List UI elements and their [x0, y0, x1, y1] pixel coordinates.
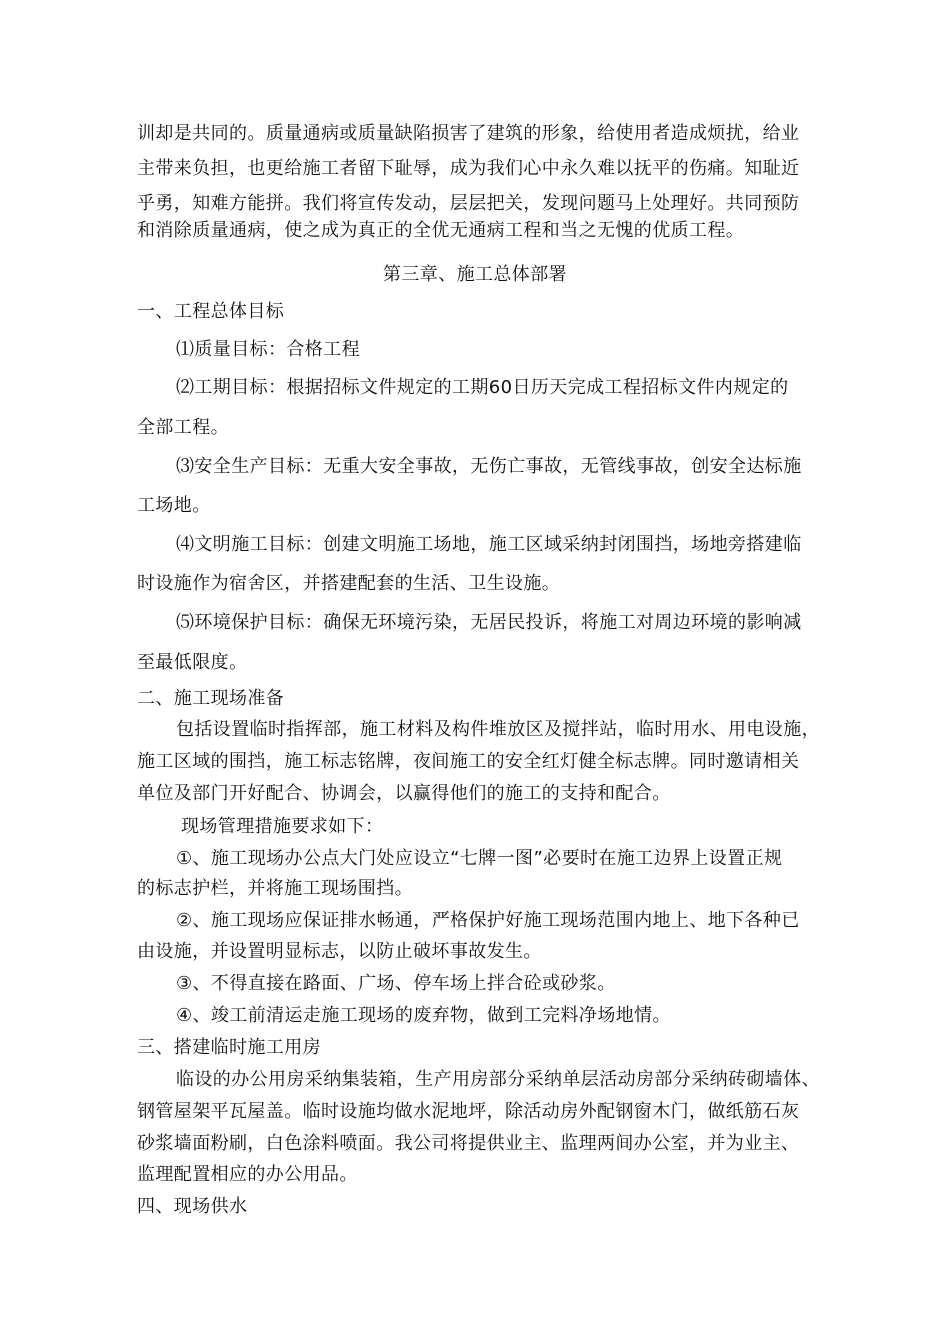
text-line: 主带来负担，也更给施工者留下耻辱，成为我们心中永久难以抚平的伤痛。知耻近 [137, 158, 800, 179]
goal-line: ⑷文明施工目标：创建文明施工场地，施工区域采纳封闭围挡，场地旁搭建临 [176, 534, 802, 555]
requirements-intro: 现场管理措施要求如下： [181, 816, 384, 837]
goal-line: 全部工程。 [137, 417, 229, 438]
goal-line: 至最低限度。 [137, 652, 248, 673]
text-line: 单位及部门开好配合、协调会，以赢得他们的施工的支持和配合。 [137, 783, 671, 804]
text-line: 监理配置相应的办公用品。 [137, 1164, 358, 1185]
list-item: ④、竣工前清运走施工现场的废弃物，做到工完料净场地情。 [176, 1005, 671, 1026]
text-line: 包括设置临时指挥部，施工材料及构件堆放区及搅拌站，临时用水、用电设施， [176, 719, 820, 740]
text-line: 施工区域的围挡，施工标志铭牌，夜间施工的安全红灯健全标志牌。同时邀请相关 [137, 751, 800, 772]
section-heading: 二、施工现场准备 [137, 688, 285, 709]
list-item: ①、施工现场办公点大门处应设立“七牌一图”必要时在施工边界上设置正规 [176, 848, 783, 869]
text-line: 钢管屋架平瓦屋盖。临时设施均做水泥地坪，除活动房外配钢窗木门，做纸筋石灰 [137, 1101, 800, 1122]
goal-line: 时设施作为宿舍区，并搭建配套的生活、卫生设施。 [137, 573, 561, 594]
list-item: 由设施，并设置明显标志，以防止破坏事故发生。 [137, 941, 542, 962]
text-line: 乎勇，知难方能拼。我们将宣传发动，层层把关，发现问题马上处理好。共同预防 [137, 193, 800, 214]
text-line: 临设的办公用房采纳集装箱，生产用房部分采纳单层活动房部分采纳砖砌墙体、 [176, 1069, 820, 1090]
text-line: 和消除质量通病，使之成为真正的全优无通病工程和当之无愧的优质工程。 [137, 220, 745, 241]
text-line: 训却是共同的。质量通病或质量缺陷损害了建筑的形象，给使用者造成烦扰，给业 [137, 123, 800, 144]
goal-line: 工场地。 [137, 495, 211, 516]
section-heading: 一、工程总体目标 [137, 301, 285, 322]
text-line: 砂浆墙面粉刷，白色涂料喷面。我公司将提供业主、监理两间办公室，并为业主、 [137, 1133, 800, 1154]
list-item: ③、不得直接在路面、广场、停车场上拌合砼或砂浆。 [176, 973, 616, 994]
section-heading: 四、现场供水 [137, 1196, 248, 1217]
section-heading: 三、搭建临时施工用房 [137, 1037, 321, 1058]
goal-line: ⑶安全生产目标：无重大安全事故，无伤亡事故，无管线事故，创安全达标施 [176, 456, 802, 477]
goal-line: ⑴质量目标：合格工程 [176, 339, 360, 360]
goal-line: ⑵工期目标：根据招标文件规定的工期60日历天完成工程招标文件内规定的 [176, 377, 789, 398]
list-item: 的标志护栏，并将施工现场围挡。 [137, 878, 413, 899]
list-item: ②、施工现场应保证排水畅通，严格保护好施工现场范围内地上、地下各种已 [176, 910, 800, 931]
chapter-title: 第三章、施工总体部署 [383, 264, 567, 285]
goal-line: ⑸环境保护目标：确保无环境污染，无居民投诉，将施工对周边环境的影响减 [176, 612, 802, 633]
